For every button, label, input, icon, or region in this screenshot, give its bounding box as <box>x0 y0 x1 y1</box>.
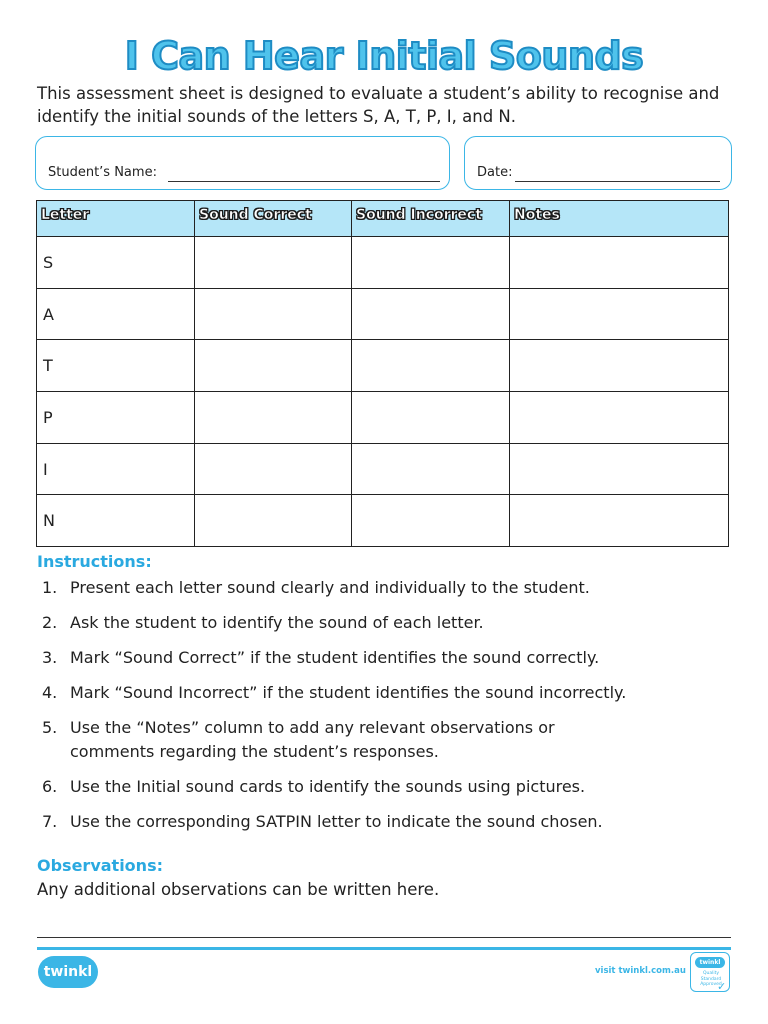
letter-cell: A <box>37 288 195 340</box>
notes-cell[interactable] <box>510 340 729 392</box>
item-text: Mark “Sound Incorrect” if the student identifies the sound incorrectly. <box>70 683 627 702</box>
sound-correct-cell[interactable] <box>195 392 352 444</box>
sound-incorrect-cell[interactable] <box>352 237 510 289</box>
badge-subtitle: Quality Standard Approved <box>700 971 722 987</box>
date-box <box>464 136 732 190</box>
table-row <box>37 495 729 547</box>
logo-text: twinkl <box>43 964 93 980</box>
notes-cell[interactable] <box>510 392 729 444</box>
list-item <box>37 716 627 764</box>
table-header-row <box>37 201 729 237</box>
instructions-list <box>37 576 737 845</box>
student-name-box <box>35 136 450 190</box>
item-number: 6. <box>42 777 58 796</box>
notes-cell[interactable] <box>510 288 729 340</box>
header-sound-correct: Sound Correct <box>195 201 352 237</box>
item-text: Use the “Notes” column to add any relevant observations or comments regarding the student’s responses. <box>70 718 555 761</box>
sound-correct-cell[interactable] <box>195 443 352 495</box>
item-number: 3. <box>42 648 58 667</box>
item-text: Use the Initial sound cards to identify the sounds using pictures. <box>70 777 586 796</box>
list-item <box>37 576 737 600</box>
observations-heading: Observations: <box>37 856 163 875</box>
notes-cell[interactable] <box>510 237 729 289</box>
check-icon: ✓ <box>717 980 727 993</box>
header-sound-incorrect: Sound Incorrect <box>352 201 510 237</box>
sound-correct-cell[interactable] <box>195 237 352 289</box>
list-item <box>37 681 737 705</box>
badge-title: twinkl <box>699 959 721 966</box>
table-row <box>37 340 729 392</box>
list-item <box>37 646 737 670</box>
table-row <box>37 288 729 340</box>
letter-cell: N <box>37 495 195 547</box>
letter-cell: T <box>37 340 195 392</box>
notes-cell[interactable] <box>510 443 729 495</box>
item-number: 5. <box>42 718 58 737</box>
date-label: Date: <box>477 165 513 180</box>
item-text: Mark “Sound Correct” if the student identifies the sound correctly. <box>70 648 600 667</box>
list-item <box>37 775 737 799</box>
item-text: Ask the student to identify the sound of each letter. <box>70 613 484 632</box>
instructions-heading: Instructions: <box>37 552 152 571</box>
date-field[interactable] <box>515 181 720 182</box>
sound-incorrect-cell[interactable] <box>352 495 510 547</box>
item-number: 7. <box>42 812 58 831</box>
list-item <box>37 611 737 635</box>
letter-cell: S <box>37 237 195 289</box>
list-item <box>37 810 737 834</box>
item-number: 2. <box>42 613 58 632</box>
assessment-table <box>36 200 729 547</box>
sound-incorrect-cell[interactable] <box>352 340 510 392</box>
item-text: Use the corresponding SATPIN letter to indicate the sound chosen. <box>70 812 603 831</box>
header-notes: Notes <box>510 201 729 237</box>
intro-text: This assessment sheet is designed to evaluate a student’s ability to recognise and identify the initial sounds of the letters S, A, T, P, I, and N. <box>37 84 720 126</box>
notes-cell[interactable] <box>510 495 729 547</box>
quality-badge-icon <box>690 952 730 992</box>
letter-cell: P <box>37 392 195 444</box>
sound-incorrect-cell[interactable] <box>352 288 510 340</box>
page-title: I Can Hear Initial Sounds <box>124 34 644 78</box>
sound-correct-cell[interactable] <box>195 340 352 392</box>
table-row <box>37 443 729 495</box>
table-row <box>37 392 729 444</box>
item-number: 1. <box>42 578 58 597</box>
table-row <box>37 237 729 289</box>
student-name-label: Student’s Name: <box>48 165 157 180</box>
item-text: Present each letter sound clearly and individually to the student. <box>70 578 590 597</box>
sound-correct-cell[interactable] <box>195 495 352 547</box>
twinkl-logo <box>38 956 98 988</box>
header-letter: Letter <box>37 201 195 237</box>
student-name-field[interactable] <box>168 181 440 182</box>
footer-accent-bar <box>37 947 731 950</box>
letter-cell: I <box>37 443 195 495</box>
observations-text: Any additional observations can be written here. <box>37 880 440 899</box>
sound-incorrect-cell[interactable] <box>352 443 510 495</box>
footer-divider <box>37 937 731 938</box>
visit-link[interactable]: visit twinkl.com.au <box>595 966 686 976</box>
sound-incorrect-cell[interactable] <box>352 392 510 444</box>
sound-correct-cell[interactable] <box>195 288 352 340</box>
item-number: 4. <box>42 683 58 702</box>
